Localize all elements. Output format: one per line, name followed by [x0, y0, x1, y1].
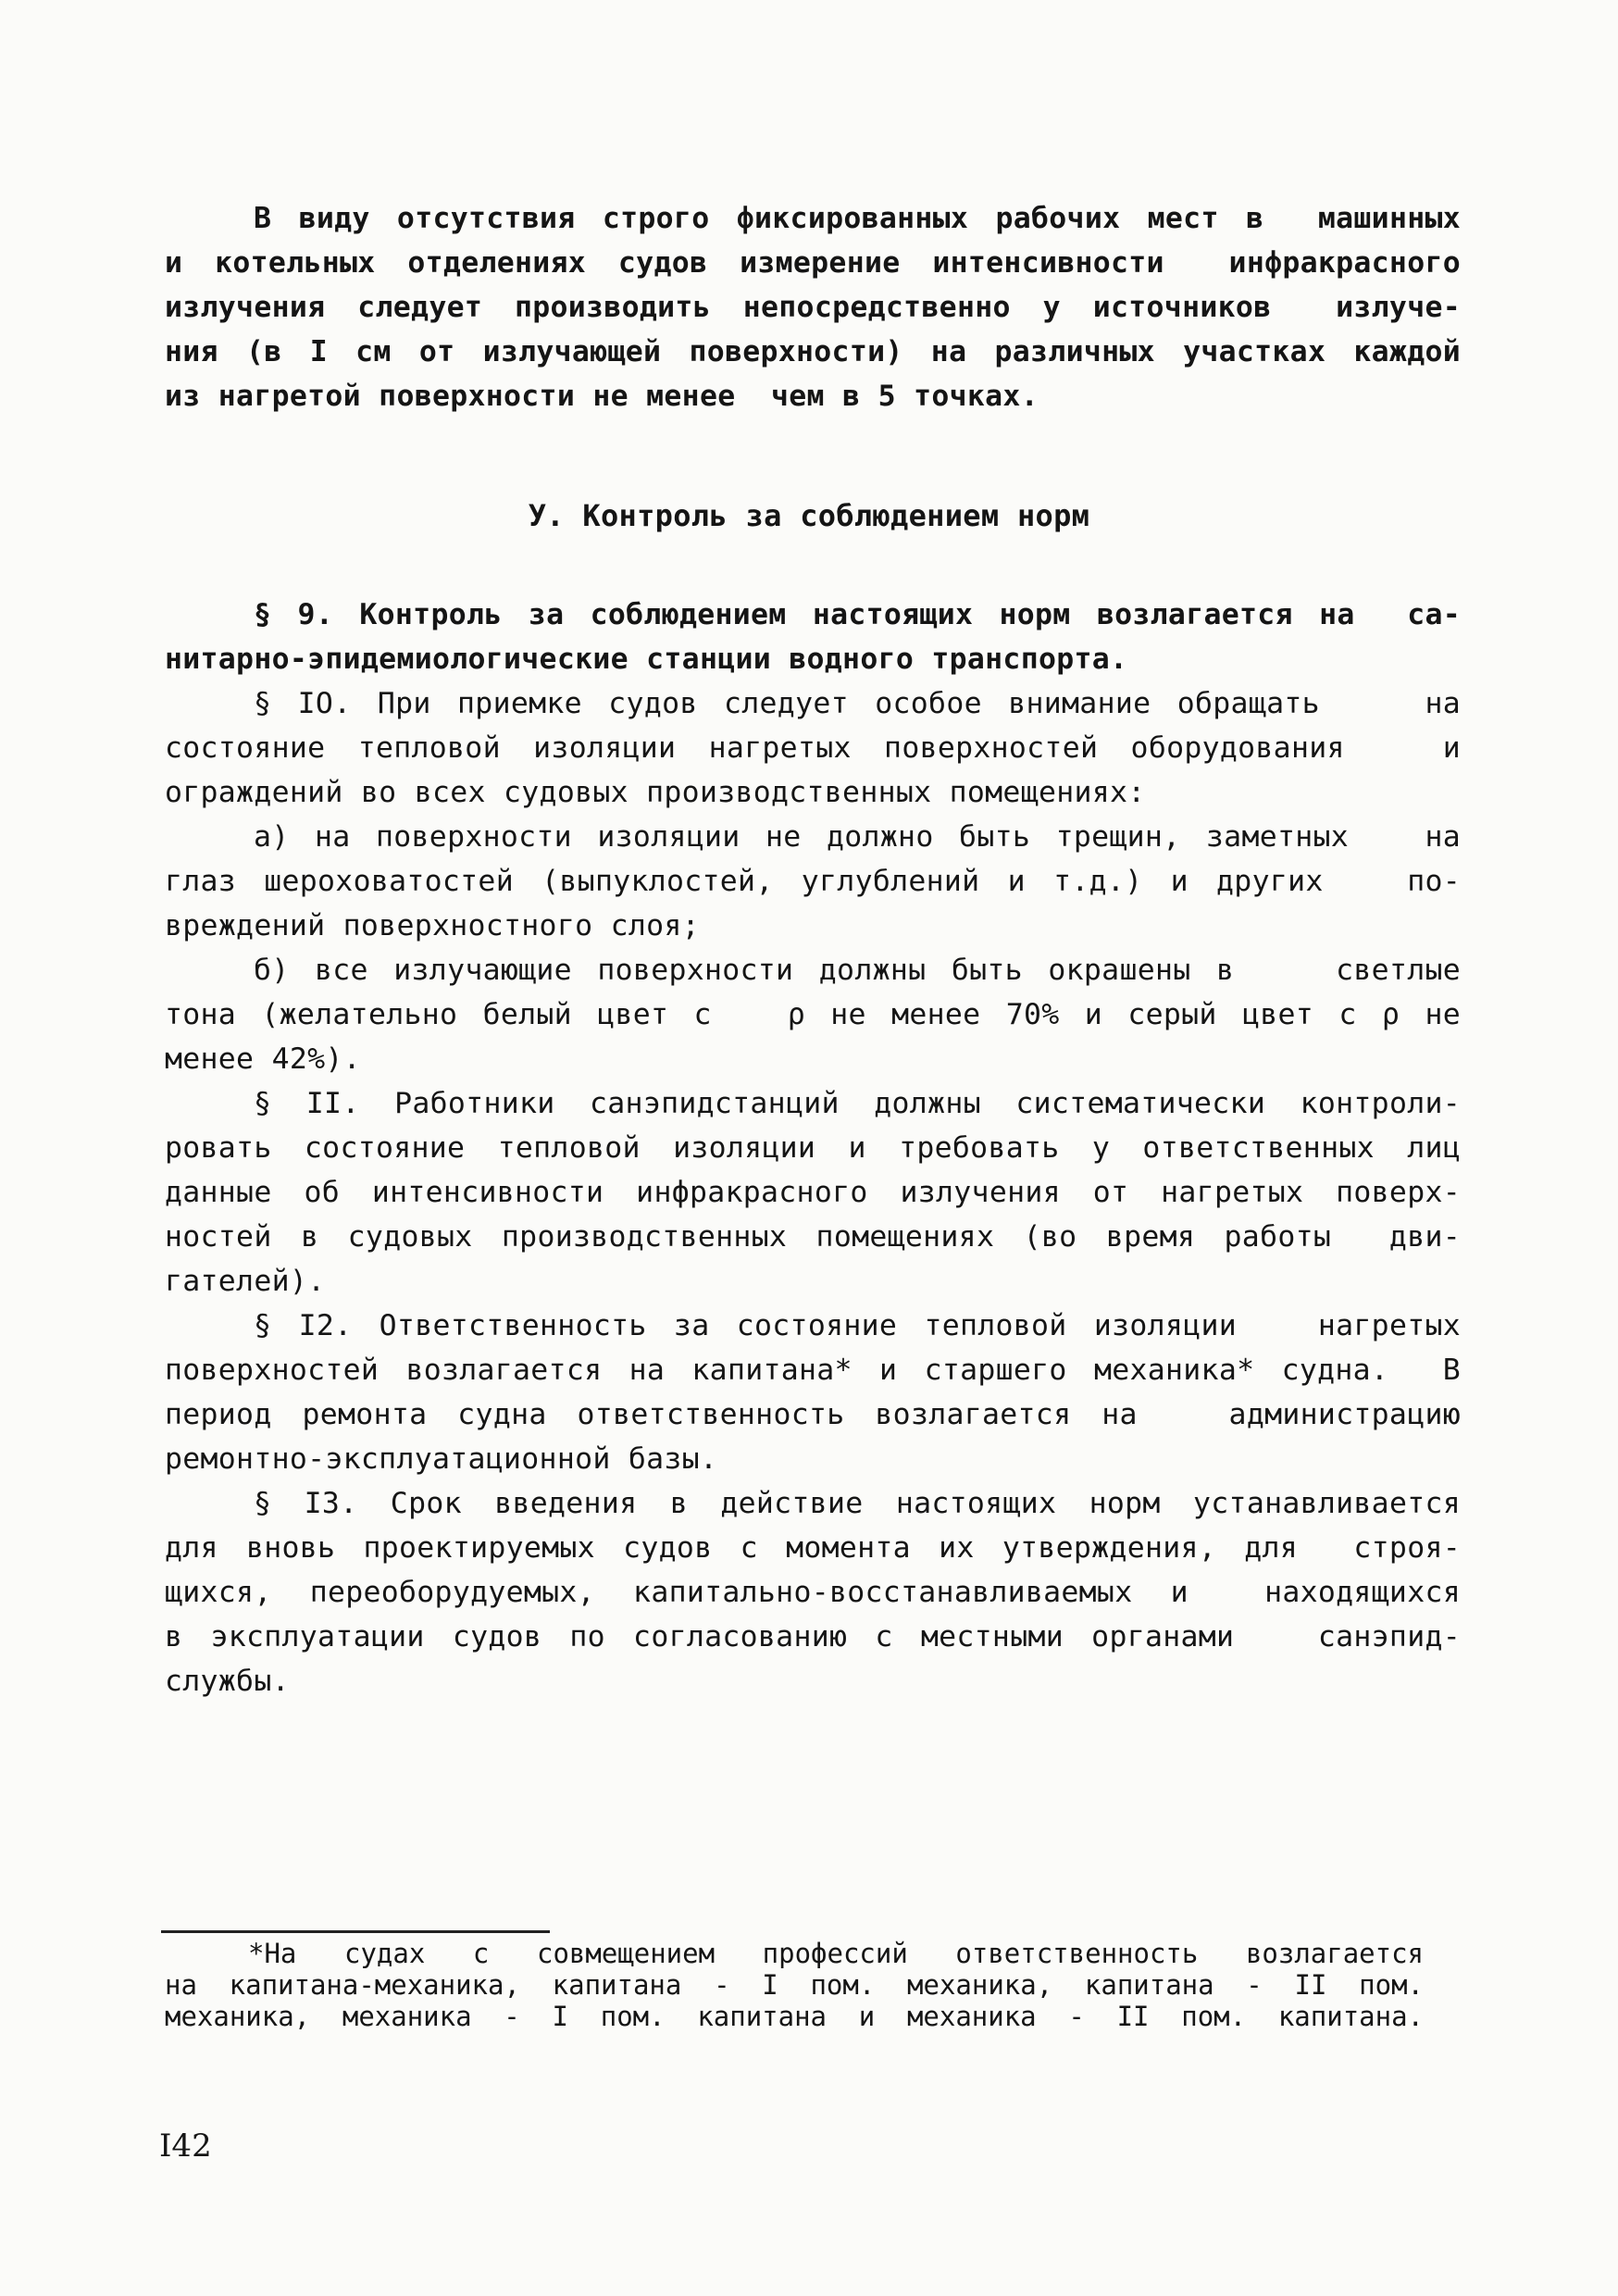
para-11-line-3: данные об интенсивности инфракрасного излучения от нагретых поверх-: [165, 1176, 1461, 1209]
item-b-line-3: менее 42%).: [165, 1042, 361, 1076]
footnote-line-1: *На судах с совмещением профессий ответственность возлагается: [248, 1938, 1424, 1969]
para-10-line-2: состояние тепловой изоляции нагретых поверхностей оборудования и: [165, 731, 1461, 765]
item-a-line-2: глаз шероховатостей (выпуклостей, углублений и т.д.) и других по-: [165, 865, 1461, 898]
para-11-line-2: ровать состояние тепловой изоляции и требовать у ответственных лиц: [165, 1131, 1461, 1165]
para-13-line-4: в эксплуатации судов по согласованию с местными органами санэпид-: [165, 1620, 1461, 1653]
item-b-line-1: б) все излучающие поверхности должны быть окрашены в светлые: [254, 954, 1461, 987]
para-9-line-1: § 9. Контроль за соблюдением настоящих норм возлагается на са-: [254, 598, 1461, 631]
footnote-line-3: механика, механика - I пом. капитана и механика - II пом. капитана.: [165, 2001, 1424, 2032]
section-heading: У. Контроль за соблюдением норм: [528, 498, 1090, 533]
para-12-line-3: период ремонта судна ответственность возлагается на администрацию: [165, 1398, 1461, 1431]
item-a-line-1: а) на поверхности изоляции не должно быть трещин, заметных на: [254, 820, 1461, 854]
intro-line-1: В виду отсутствия строго фиксированных рабочих мест в машинных: [254, 202, 1461, 235]
para-13-line-2: для вновь проектируемых судов с момента их утверждения, для строя-: [165, 1531, 1461, 1565]
footnote: [165, 1938, 1424, 2032]
intro-line-5: из нагретой поверхности не менее чем в 5 точках.: [165, 380, 1039, 413]
para-11-line-4: ностей в судовых производственных помещениях (во время работы дви-: [165, 1220, 1461, 1254]
para-9-line-2: нитарно-эпидемиологические станции водного транспорта.: [165, 643, 1128, 676]
para-10-line-1: § IO. При приемке судов следует особое внимание обращать на: [254, 687, 1461, 720]
para-13-line-3: щихся, переоборудуемых, капитально-восстанавливаемых и находящихся: [165, 1576, 1461, 1609]
item-a-line-3: вреждений поверхностного слоя;: [165, 909, 700, 942]
footnote-divider: [161, 1930, 550, 1933]
footnote-line-2: на капитана-механика, капитана - I пом. механика, капитана - II пом.: [165, 1969, 1424, 2001]
intro-line-3: излучения следует производить непосредственно у источников излуче-: [165, 291, 1461, 324]
page-number: I42: [159, 2128, 212, 2165]
para-10-line-3: ограждений во всех судовых производственных помещениях:: [165, 776, 1146, 809]
para-13-line-1: § I3. Срок введения в действие настоящих норм устанавливается: [254, 1487, 1461, 1520]
para-12-line-1: § I2. Ответственность за состояние тепловой изоляции нагретых: [254, 1309, 1461, 1342]
intro-paragraph: [165, 196, 1461, 418]
item-b-line-2: тона (желательно белый цвет с ρ не менее 70% и серый цвет с ρ не: [165, 998, 1461, 1031]
para-11-line-5: гателей).: [165, 1265, 326, 1298]
intro-line-2: и котельных отделениях судов измерение интенсивности инфракрасного: [165, 246, 1461, 280]
para-12-line-2: поверхностей возлагается на капитана* и старшего механика* судна. В: [165, 1354, 1461, 1387]
para-11-line-1: § II. Работники санэпидстанций должны систематически контроли-: [254, 1087, 1461, 1120]
para-13-line-5: службы.: [165, 1665, 290, 1698]
body-text: [165, 593, 1461, 1703]
intro-line-4: ния (в I см от излучающей поверхности) на различных участках каждой: [165, 335, 1461, 368]
para-12-line-4: ремонтно-эксплуатационной базы.: [165, 1442, 718, 1476]
